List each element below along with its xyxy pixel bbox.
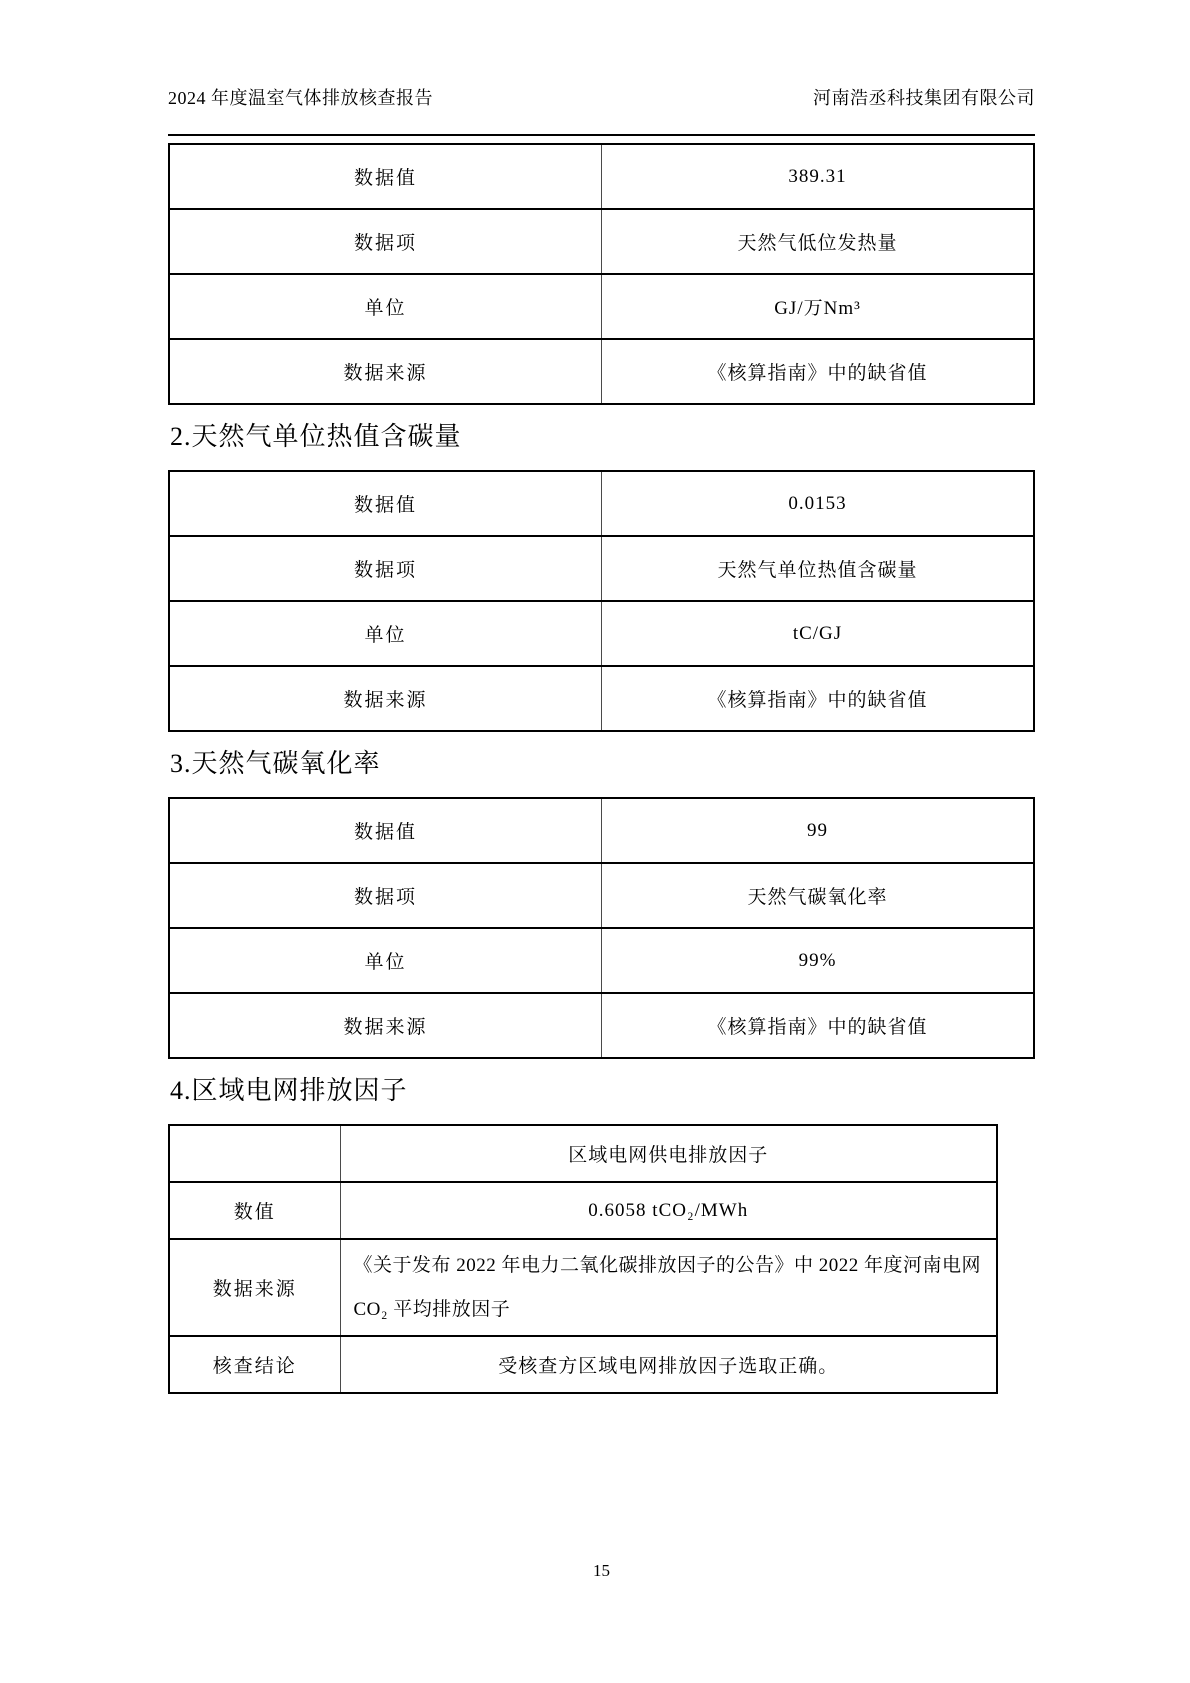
page-header <box>168 84 1035 136</box>
row-value-cell: 《核算指南》中的缺省值 <box>602 666 1035 731</box>
table-row <box>169 1336 997 1393</box>
table-row <box>169 1239 997 1336</box>
row-label-cell: 数据来源 <box>169 666 602 731</box>
row-label-cell: 数据项 <box>169 209 602 274</box>
verification-conclusion-cell: 受核查方区域电网排放因子选取正确。 <box>340 1336 997 1393</box>
section-heading-oxidation-rate: 3.天然气碳氧化率 <box>170 749 381 778</box>
table-row <box>169 601 1034 666</box>
page-content <box>168 143 1035 1394</box>
row-value-cell: 《核算指南》中的缺省值 <box>602 993 1035 1058</box>
row-label-cell <box>169 1125 340 1182</box>
table-row <box>169 798 1034 863</box>
row-value-cell: 389.31 <box>602 144 1035 209</box>
header-company-name: 河南浩丞科技集团有限公司 <box>813 88 1035 108</box>
row-label-cell: 单位 <box>169 601 602 666</box>
header-row <box>168 84 1035 110</box>
row-value-cell: GJ/万Nm³ <box>602 274 1035 339</box>
table-row <box>169 536 1034 601</box>
row-value-cell: 99% <box>602 928 1035 993</box>
grid-emission-factor-table <box>168 1124 998 1394</box>
header-divider <box>168 134 1035 136</box>
grid-factor-header-cell: 区域电网供电排放因子 <box>340 1125 997 1182</box>
row-value-cell: 0.6058 tCO₂/MWh <box>340 1182 997 1239</box>
page-footer <box>168 1561 1035 1581</box>
row-label-cell: 单位 <box>169 274 602 339</box>
row-value-cell: 《核算指南》中的缺省值 <box>602 339 1035 404</box>
table-row <box>169 339 1034 404</box>
row-label-cell: 数据值 <box>169 144 602 209</box>
page-number: 15 <box>593 1561 610 1580</box>
row-value-cell: tC/GJ <box>602 601 1035 666</box>
table-row <box>169 863 1034 928</box>
row-label-cell: 数值 <box>169 1182 340 1239</box>
table-row <box>169 274 1034 339</box>
row-label-cell: 核查结论 <box>169 1336 340 1393</box>
table-row <box>169 209 1034 274</box>
header-report-title: 2024 年度温室气体排放核查报告 <box>168 88 433 108</box>
table-row <box>169 144 1034 209</box>
carbon-content-table <box>168 470 1035 732</box>
section-heading-grid-emission-factor: 4.区域电网排放因子 <box>170 1076 408 1105</box>
table-row <box>169 928 1034 993</box>
row-label-cell: 数据值 <box>169 471 602 536</box>
row-label-cell: 数据来源 <box>169 993 602 1058</box>
row-label-cell: 数据来源 <box>169 1239 340 1336</box>
row-value-cell: 0.0153 <box>602 471 1035 536</box>
table-row <box>169 1125 997 1182</box>
row-label-cell: 数据值 <box>169 798 602 863</box>
row-value-cell: 天然气碳氧化率 <box>602 863 1035 928</box>
row-label-cell: 数据项 <box>169 536 602 601</box>
natural-gas-heating-value-table <box>168 143 1035 405</box>
table-row <box>169 471 1034 536</box>
table-row <box>169 666 1034 731</box>
row-value-cell: 99 <box>602 798 1035 863</box>
row-value-cell: 天然气单位热值含碳量 <box>602 536 1035 601</box>
row-label-cell: 数据项 <box>169 863 602 928</box>
row-label-cell: 单位 <box>169 928 602 993</box>
row-label-cell: 数据来源 <box>169 339 602 404</box>
section-heading-carbon-content: 2.天然气单位热值含碳量 <box>170 422 462 451</box>
data-source-cell: 《关于发布 2022 年电力二氧化碳排放因子的公告》中 2022 年度河南电网 CO₂ 平均排放因子 <box>340 1239 997 1336</box>
row-value-cell: 天然气低位发热量 <box>602 209 1035 274</box>
carbon-oxidation-rate-table <box>168 797 1035 1059</box>
table-row <box>169 1182 997 1239</box>
table-row <box>169 993 1034 1058</box>
